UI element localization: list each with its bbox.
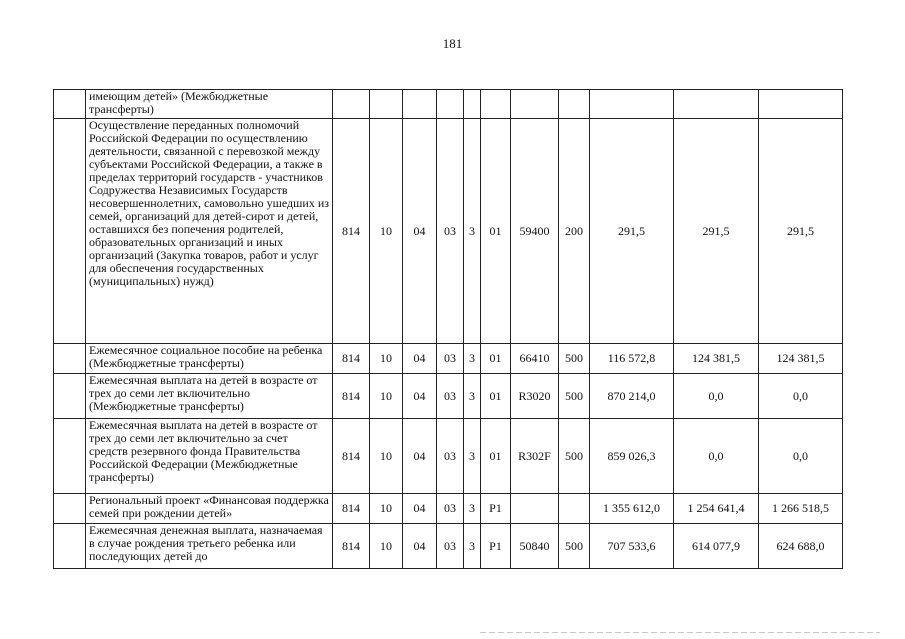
grbs-code-cell: 814 [333, 494, 370, 524]
program-code-cell: 03 [437, 494, 464, 524]
subsection-code-cell: 04 [403, 419, 437, 494]
expense-code-cell [511, 494, 559, 524]
amount-year-3-cell [759, 90, 843, 119]
subsection-code-cell: 04 [403, 374, 437, 419]
row-number-cell [54, 90, 86, 119]
grbs-code-cell: 814 [333, 419, 370, 494]
direction-code-cell: 3 [464, 494, 481, 524]
section-code-cell: 10 [370, 419, 403, 494]
direction-code-cell: 3 [464, 119, 481, 344]
table-row [54, 494, 843, 524]
scan-artifact-line [480, 632, 880, 633]
program-code-cell: 03 [437, 344, 464, 374]
amount-year-2-cell: 291,5 [674, 119, 759, 344]
name-cell: Ежемесячная выплата на детей в возрасте от трех до семи лет включительно за счет средств резервного фонда Правительства Российской Федерации (Межбюджетные трансферты) [86, 419, 333, 494]
amount-year-1-cell: 707 533,6 [590, 524, 674, 569]
expense-type-code-cell: 500 [559, 374, 590, 419]
subprogram-code-cell [481, 90, 511, 119]
grbs-code-cell: 814 [333, 119, 370, 344]
amount-year-3-cell: 0,0 [759, 419, 843, 494]
program-code-cell: 03 [437, 419, 464, 494]
subprogram-code-cell: 01 [481, 344, 511, 374]
name-cell: Региональный проект «Финансовая поддержка семей при рождении детей» [86, 494, 333, 524]
row-number-cell [54, 119, 86, 344]
amount-year-1-cell: 859 026,3 [590, 419, 674, 494]
name-cell: Осуществление переданных полномочий Российской Федерации по осуществлению деятельности, связанной с перевозкой между субъектами Российской Федерации, а также в пределах территорий государств - участников Содружества Независимых Государств несовершеннолетних, самовольно ушедших из семей, организаций для детей-сирот и детей, оставшихся без попечения родителей, образовательных организаций и иных организаций (Закупка товаров, работ и услуг для обеспечения государственных (муниципальных) нужд) [86, 119, 333, 344]
expense-type-code-cell: 500 [559, 344, 590, 374]
expense-code-cell: R3020 [511, 374, 559, 419]
program-code-cell: 03 [437, 524, 464, 569]
amount-year-2-cell [674, 90, 759, 119]
expense-code-cell [511, 90, 559, 119]
direction-code-cell: 3 [464, 344, 481, 374]
expense-type-code-cell: 200 [559, 119, 590, 344]
subsection-code-cell [403, 90, 437, 119]
section-code-cell: 10 [370, 344, 403, 374]
subsection-code-cell: 04 [403, 524, 437, 569]
name-cell: Ежемесячная выплата на детей в возрасте от трех до семи лет включительно (Межбюджетные трансферты) [86, 374, 333, 419]
section-code-cell: 10 [370, 494, 403, 524]
page-number: 181 [442, 36, 463, 51]
subprogram-code-cell: 01 [481, 419, 511, 494]
amount-year-1-cell [590, 90, 674, 119]
expense-code-cell: 66410 [511, 344, 559, 374]
row-number-cell [54, 419, 86, 494]
grbs-code-cell: 814 [333, 524, 370, 569]
subprogram-code-cell: P1 [481, 494, 511, 524]
section-code-cell [370, 90, 403, 119]
name-cell: Ежемесячное социальное пособие на ребенка (Межбюджетные трансферты) [86, 344, 333, 374]
amount-year-2-cell: 0,0 [674, 419, 759, 494]
section-code-cell: 10 [370, 119, 403, 344]
amount-year-3-cell: 291,5 [759, 119, 843, 344]
expense-type-code-cell: 500 [559, 419, 590, 494]
expense-code-cell: R302F [511, 419, 559, 494]
amount-year-3-cell: 124 381,5 [759, 344, 843, 374]
amount-year-1-cell: 870 214,0 [590, 374, 674, 419]
row-number-cell [54, 524, 86, 569]
direction-code-cell: 3 [464, 374, 481, 419]
row-number-cell [54, 344, 86, 374]
expense-type-code-cell [559, 90, 590, 119]
grbs-code-cell [333, 90, 370, 119]
amount-year-2-cell: 124 381,5 [674, 344, 759, 374]
table-row [54, 90, 843, 119]
table-body [54, 90, 843, 569]
budget-table [53, 89, 843, 569]
table-row [54, 524, 843, 569]
amount-year-3-cell: 0,0 [759, 374, 843, 419]
amount-year-1-cell: 116 572,8 [590, 344, 674, 374]
program-code-cell: 03 [437, 119, 464, 344]
program-code-cell [437, 90, 464, 119]
subprogram-code-cell: 01 [481, 374, 511, 419]
expense-type-code-cell [559, 494, 590, 524]
table-row [54, 374, 843, 419]
expense-code-cell: 50840 [511, 524, 559, 569]
subsection-code-cell: 04 [403, 494, 437, 524]
amount-year-2-cell: 0,0 [674, 374, 759, 419]
subprogram-code-cell: 01 [481, 119, 511, 344]
grbs-code-cell: 814 [333, 344, 370, 374]
direction-code-cell: 3 [464, 419, 481, 494]
amount-year-2-cell: 1 254 641,4 [674, 494, 759, 524]
section-code-cell: 10 [370, 524, 403, 569]
subprogram-code-cell: P1 [481, 524, 511, 569]
direction-code-cell: 3 [464, 524, 481, 569]
section-code-cell: 10 [370, 374, 403, 419]
subsection-code-cell: 04 [403, 344, 437, 374]
amount-year-3-cell: 624 688,0 [759, 524, 843, 569]
subsection-code-cell: 04 [403, 119, 437, 344]
name-cell: Ежемесячная денежная выплата, назначаемая в случае рождения третьего ребенка или последующих детей до [86, 524, 333, 569]
expense-code-cell: 59400 [511, 119, 559, 344]
program-code-cell: 03 [437, 374, 464, 419]
amount-year-3-cell: 1 266 518,5 [759, 494, 843, 524]
amount-year-1-cell: 1 355 612,0 [590, 494, 674, 524]
expense-type-code-cell: 500 [559, 524, 590, 569]
row-number-cell [54, 374, 86, 419]
amount-year-2-cell: 614 077,9 [674, 524, 759, 569]
table-row [54, 119, 843, 344]
direction-code-cell [464, 90, 481, 119]
grbs-code-cell: 814 [333, 374, 370, 419]
table-row [54, 344, 843, 374]
table-row [54, 419, 843, 494]
row-number-cell [54, 494, 86, 524]
amount-year-1-cell: 291,5 [590, 119, 674, 344]
name-cell: имеющим детей» (Межбюджетные трансферты) [86, 90, 333, 119]
